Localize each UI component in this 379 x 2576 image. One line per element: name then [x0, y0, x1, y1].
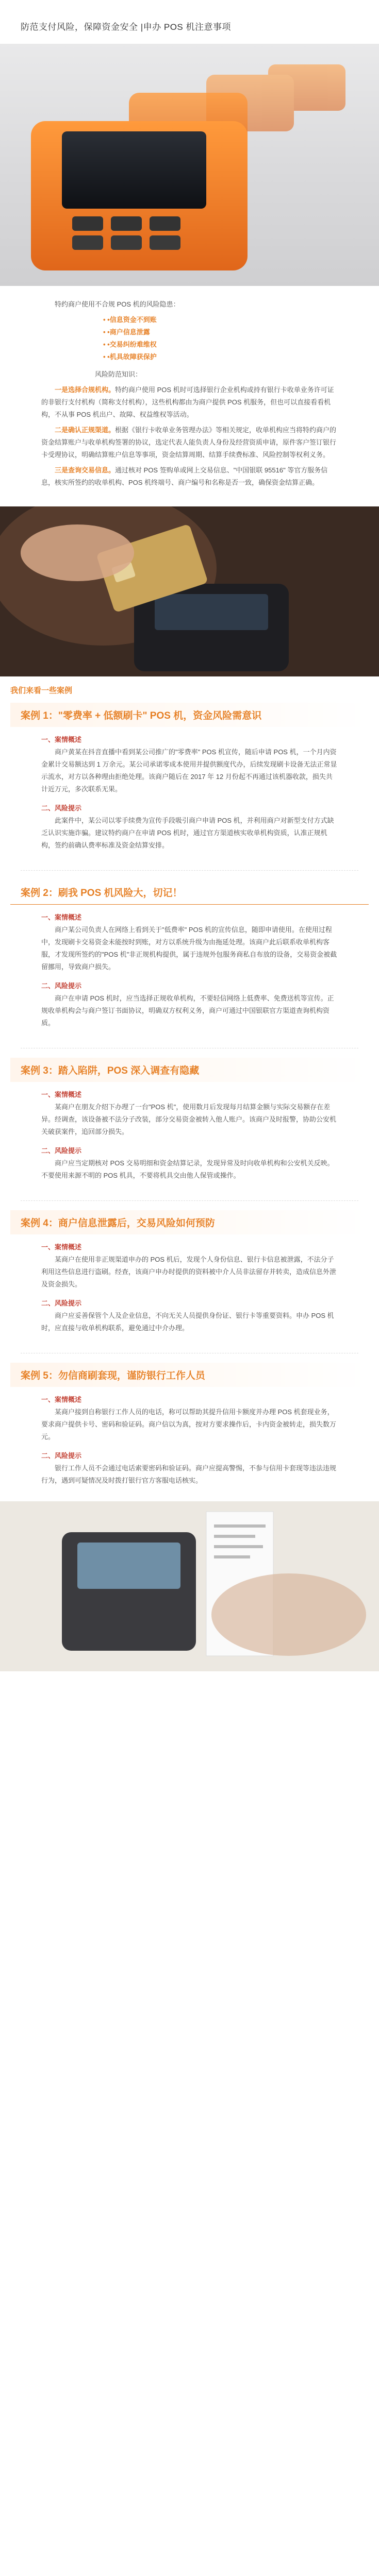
- point-1-text: 特约商户使用 POS 机时可选择银行企业机构或持有银行卡收单业务许可证的非银行支付机构（简称支付机构），这些机构都由为商户提供 POS 机服务，但也可以直接看看机构，不从事 POS 机出户、故障、权益维权等活动。: [41, 386, 334, 418]
- case-3-overview-label: 一、案情概述: [41, 1091, 82, 1098]
- point-3: [41, 464, 338, 489]
- case-4-title: 案例 4：商户信息泄露后，交易风险如何预防: [10, 1210, 369, 1234]
- case-4-tips: 商户应妥善保管个人及企业信息，不向无关人员提供身份证、银行卡等重要资料。申办 POS 机时，应直接与收单机构联系，避免通过中介办理。: [41, 1312, 334, 1332]
- intro-paragraph: 特约商户使用不合规 POS 机的风险隐患：: [55, 300, 180, 308]
- case-3: [0, 1053, 379, 1196]
- risk-item: • •商户信息泄露: [103, 326, 338, 338]
- cases-heading: 我们来看一些案例: [10, 686, 73, 695]
- case-4-overview-label: 一、案情概述: [41, 1243, 82, 1251]
- header: [0, 0, 379, 44]
- point-3-text: 通过核对 POS 签购单或网上交易信息、"中国银联 95516" 等官方服务信息，核实所签约的收单机构、POS 机终端号、商户编号和名称是否一致，确保资金结算正确。: [41, 466, 328, 486]
- card-payment-photo: [0, 506, 379, 676]
- case-5-title: 案例 5：勿信商刷套现，谨防银行工作人员: [10, 1363, 369, 1387]
- case-3-tips-label: 二、风险提示: [41, 1147, 82, 1155]
- pos-terminals-illustration: [0, 44, 379, 286]
- hero-photo-pos-terminals: [0, 44, 379, 286]
- case-4: [0, 1205, 379, 1349]
- divider: [21, 870, 358, 871]
- page-title: 防范支付风险，保障资金安全 |申办 POS 机注意事项: [21, 22, 231, 32]
- risk-item: • •机具故障获保护: [103, 351, 338, 363]
- case-5-tips-label: 二、风险提示: [41, 1452, 82, 1460]
- case-1-title: 案例 1："零费率 + 低额刷卡" POS 机，资金风险需意识: [10, 703, 369, 727]
- case-2-overview-label: 一、案情概述: [41, 913, 82, 921]
- risk-item: • •交易纠纷难维权: [103, 338, 338, 351]
- case-4-tips-label: 二、风险提示: [41, 1299, 82, 1307]
- case-2-overview: 商户某公司负责人在网络上看到关于"低费率" POS 机的宣传信息，随即申请使用。在使用过程中，发现刷卡交易资金未能按时到账，对方以系统升级为由拖延处理。该商户此后联系收单机构客服，才发现所签约的"POS 机"非正规机构提供，属于违规外包服务商私自布放的设备，交易资金被截留挪用，导致商户损失。: [41, 926, 337, 971]
- risk-list: [41, 314, 338, 363]
- point-2: [41, 424, 338, 461]
- case-1-tips: 此案件中，某公司以零手续费为宣传手段吸引商户申请 POS 机，并利用商户对新型支付方式缺乏认识实施诈骗。建议特约商户在申请 POS 机时，通过官方渠道核实收单机构资质，认准正规机构，签约前确认费率标准及资金结算安排。: [41, 817, 334, 849]
- risk-item: • •信息资金不到账: [103, 314, 338, 326]
- intro-section: [0, 286, 379, 497]
- case-2-tips-label: 二、风险提示: [41, 982, 82, 990]
- divider: [21, 1200, 358, 1201]
- case-2: [0, 875, 379, 1044]
- point-3-label: 三是查询交易信息。: [55, 466, 116, 474]
- case-5-overview: 某商户接到自称银行工作人员的电话，称可以帮助其提升信用卡额度并办理 POS 机套现业务，要求商户提供卡号、密码和验证码。商户信以为真，按对方要求操作后，卡内资金被转走，损失数万元。: [41, 1408, 337, 1440]
- terminal-receipt-illustration: [0, 1501, 379, 1671]
- point-1: [41, 384, 338, 421]
- case-5: [0, 1358, 379, 1501]
- point-2-text: 根据《银行卡收单业务管理办法》等相关规定，收单机构应当将特约商户的资金结算账户与收单机构签署的协议，选定代表人能负责人身份及经营资质申请，原件客户签订银行卡受理协议，明确结算账户信息等事项，资金结算周期、结算手续费标准、风险控制等权利义务。: [41, 426, 337, 459]
- case-1: [0, 698, 379, 866]
- case-1-overview-label: 一、案情概述: [41, 736, 82, 743]
- intro-summary: 风险防范知识：: [95, 370, 142, 378]
- point-1-label: 一是选择合规机构。: [55, 386, 116, 394]
- case-5-overview-label: 一、案情概述: [41, 1396, 82, 1403]
- case-2-title: 案例 2：刷我 POS 机风险大，切记！: [10, 880, 369, 905]
- case-1-tips-label: 二、风险提示: [41, 804, 82, 812]
- case-3-overview: 某商户在朋友介绍下办理了一台"POS 机"，使用数月后发现每月结算金额与实际交易额存在差异。经调查，该设备被不法分子改装，部分交易资金被转入他人账户。该商户及时报警，协助公安机关破获案件，追回部分损失。: [41, 1103, 337, 1136]
- bottom-photo-terminal-receipt: [0, 1501, 379, 1671]
- case-4-overview: 某商户在使用非正规渠道申办的 POS 机后，发现个人身份信息、银行卡信息被泄露，不法分子利用这些信息进行盗刷。经查，该商户申办时提供的资料被中介人员非法留存并转卖，造成信息外泄及资金损失。: [41, 1256, 337, 1288]
- case-3-title: 案例 3：踏入陷阱，POS 深入调查有隐藏: [10, 1058, 369, 1082]
- point-2-label: 二是确认正规渠道。: [55, 426, 116, 434]
- card-terminal-illustration: [0, 506, 379, 676]
- case-3-tips: 商户应当定期核对 POS 交易明细和资金结算记录，发现异常及时向收单机构和公安机关反映。不要使用来源不明的 POS 机具，不要将机具交由他人保管或操作。: [41, 1159, 334, 1179]
- case-1-overview: 商户黄某在抖音直播中看到某公司推广的"零费率" POS 机宣传，随后申请 POS 机，一个月内资金累计交易额达到 1 万余元。某公司承诺零成本使用并提供额度代办，后续发现刷卡设备无法正常显示流水，对方以各种理由拒绝处理。该商户随后在 2017 年 12 月份起不再通过该机器收款，损失共计近万元，多次联系无果。: [41, 748, 337, 793]
- case-5-tips: 银行工作人员不会通过电话索要密码和验证码。商户应提高警惕，不参与信用卡套现等违法违规行为，遇到可疑情况及时拨打银行官方客服电话核实。: [41, 1464, 337, 1484]
- case-2-tips: 商户在申请 POS 机时，应当选择正规收单机构，不要轻信网络上低费率、免费送机等宣传。正规收单机构会与商户签订书面协议，明确双方权利义务，商户可通过中国银联官方渠道查询机构资质。: [41, 994, 334, 1027]
